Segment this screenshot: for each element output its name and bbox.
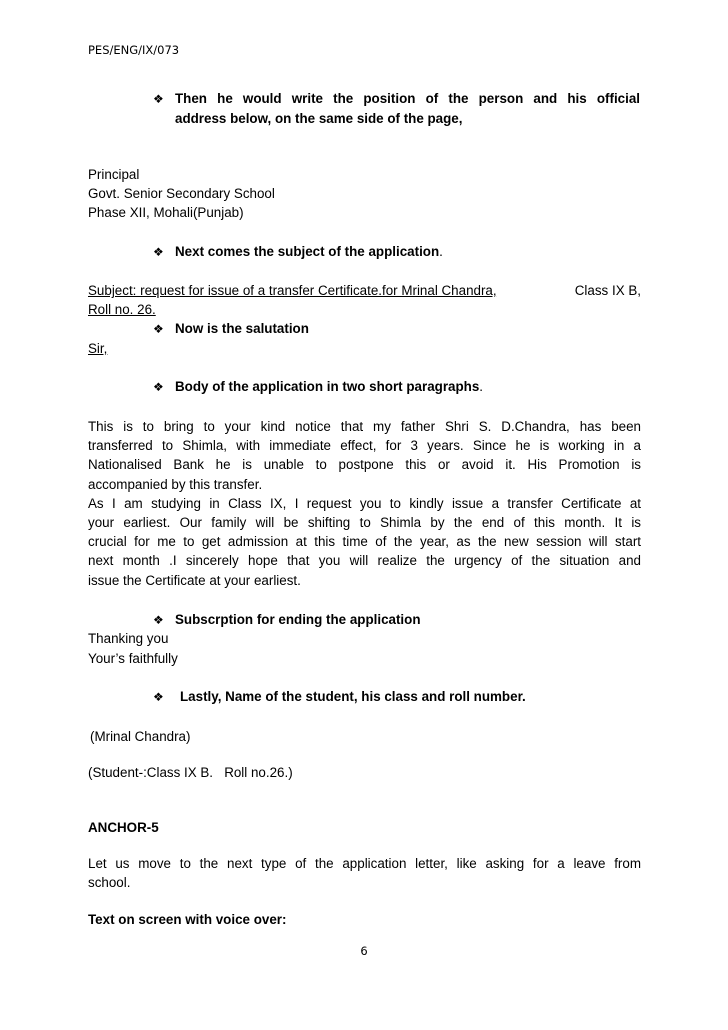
- anchor-heading: ANCHOR-5: [88, 820, 159, 835]
- body-line: As I am studying in Class IX, I request you to kindly issue a transfer Certificate at: [88, 495, 641, 511]
- salutation: Sir,: [88, 341, 108, 356]
- body-paragraph: [88, 417, 641, 590]
- bullet-position: [153, 91, 640, 106]
- page-number: 6: [360, 944, 368, 958]
- bullet-subject: ❖ Next comes the subject of the application.: [153, 244, 443, 259]
- bullet-lastly: ❖ Lastly, Name of the student, his class and roll number.: [153, 689, 526, 704]
- address-line-3: Phase XII, Mohali(Punjab): [88, 205, 244, 220]
- body-line: Nationalised Bank he is unable to postpone this or avoid it. His Promotion is: [88, 457, 641, 473]
- body-line: crucial for me to get admission at this time of the year, as the new session will start: [88, 534, 641, 550]
- body-line: This is to bring to your kind notice that my father Shri S. D.Chandra, has been: [88, 419, 641, 434]
- anchor-line-2: school.: [88, 875, 131, 890]
- diamond-bullet-icon: ❖: [153, 380, 164, 394]
- signature-name: (Mrinal Chandra): [90, 729, 191, 744]
- body-line: accompanied by this transfer.: [88, 476, 263, 492]
- diamond-bullet-icon: ❖: [153, 613, 164, 627]
- address-line-2: Govt. Senior Secondary School: [88, 186, 275, 201]
- address-line-1: Principal: [88, 167, 140, 182]
- body-line: transferred to Shimla, with immediate effect, for 3 years. Since he is working in a: [88, 438, 641, 454]
- body-line: your earliest. Our family will be shifting to Shimla by the end of this month. It is: [88, 514, 641, 530]
- text-on-screen-heading: Text on screen with voice over:: [88, 912, 287, 927]
- closing-thanks: Thanking you: [88, 631, 169, 646]
- diamond-bullet-icon: ❖: [153, 322, 164, 336]
- body-line: next month .I sincerely hope that you will realize the urgency of the situation and: [88, 553, 641, 569]
- diamond-bullet-icon: ❖: [153, 245, 164, 259]
- anchor-line-1: Let us move to the next type of the application letter, like asking for a leave from: [88, 856, 641, 871]
- bullet-subscription: ❖ Subscrption for ending the application: [153, 612, 421, 627]
- closing-faithfully: Your’s faithfully: [88, 651, 178, 666]
- bullet-position-line1: Then he would write the position of the person and his official: [175, 91, 640, 106]
- bullet-position-line2: address below, on the same side of the page,: [175, 111, 463, 126]
- subject-line-1: Subject: request for issue of a transfer Certificate.for Mrinal Chandra, Class IX B,: [88, 283, 641, 298]
- bullet-salutation: ❖ Now is the salutation: [153, 321, 309, 336]
- diamond-bullet-icon: ❖: [153, 92, 164, 106]
- subject-line-2: Roll no. 26.: [88, 302, 156, 317]
- signature-class: (Student-:Class IX B. Roll no.26.): [88, 765, 293, 780]
- bullet-body: ❖ Body of the application in two short paragraphs.: [153, 379, 484, 394]
- diamond-bullet-icon: ❖: [153, 690, 164, 704]
- body-line: issue the Certificate at your earliest.: [88, 572, 301, 588]
- page-header: PES/ENG/IX/073: [88, 43, 180, 57]
